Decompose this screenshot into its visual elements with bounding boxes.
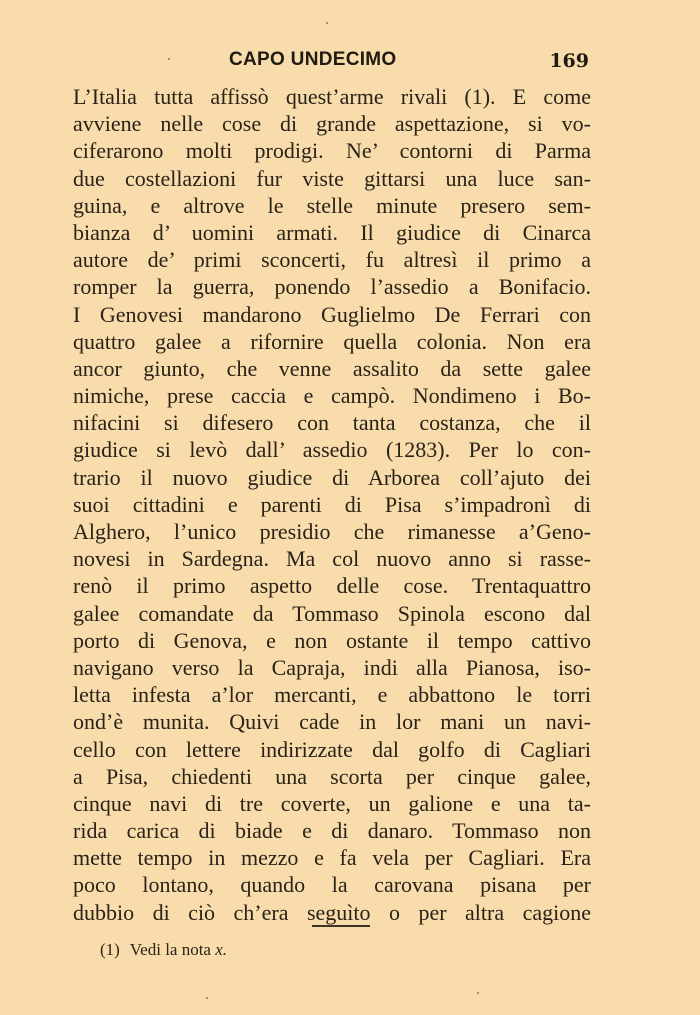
text-line: porto di Genova, e non ostante il tempo cattivo — [73, 627, 591, 653]
text-line: mette tempo in mezzo e fa vela per Cagliari. Era — [73, 845, 591, 871]
text-line: quattro galee a rifornire quella colonia. Non era — [73, 328, 591, 354]
text-line: I Genovesi mandarono Guglielmo De Ferrari con — [73, 301, 591, 327]
footnote-divider — [312, 925, 370, 927]
text-line: ancor giunto, che venne assalito da sette galee — [73, 355, 591, 381]
text-line: trario il nuovo giudice di Arborea coll’ajuto dei — [73, 464, 591, 490]
text-line: nimiche, prese caccia e campò. Nondimeno i Bo- — [73, 383, 591, 409]
paper-speck — [326, 22, 328, 24]
text-line: avviene nelle cose di grande aspettazione, si vo- — [73, 111, 591, 137]
text-line: suoi cittadini e parenti di Pisa s’impadronì di — [73, 491, 591, 517]
text-line: bianza d’ uomini armati. Il giudice di Cinarca — [73, 219, 591, 245]
text-line: renò il primo aspetto delle cose. Trentaquattro — [73, 573, 591, 599]
text-line: poco lontano, quando la carovana pisana per — [73, 872, 591, 898]
text-line: Alghero, l’unico presidio che rimanesse a’Geno- — [73, 519, 591, 544]
text-line: romper la guerra, ponendo l’assedio a Bonifacio. — [73, 274, 591, 300]
page-header — [73, 49, 589, 79]
text-line: nifacini si difesero con tanta costanza, che il — [73, 410, 591, 436]
footnote-ref: x. — [215, 940, 228, 959]
text-line: galee comandate da Tommaso Spinola escono dal — [73, 600, 591, 626]
text-line: navigano verso la Capraja, indi alla Pianosa, iso- — [73, 654, 591, 680]
running-head: CAPO UNDECIMO — [229, 49, 397, 70]
text-line: a Pisa, chiedenti una scorta per cinque galee, — [73, 763, 591, 789]
text-line: dubbio di ciò ch’era seguìto o per altra cagione — [73, 899, 591, 925]
text-line: cello con lettere indirizzate dal golfo di Cagliari — [73, 736, 591, 762]
paper-speck — [206, 997, 208, 999]
footnote — [100, 940, 227, 960]
text-line: due costellazioni fur viste gittarsi una luce san- — [73, 165, 591, 191]
footnote-mark: (1) — [100, 940, 120, 959]
paper-speck — [477, 992, 479, 994]
text-line: L’Italia tutta affissò quest’arme rivali (1). E come — [73, 84, 591, 109]
footnote-text: Vedi la nota — [129, 940, 211, 959]
text-line: rida carica di biade e di danaro. Tommaso non — [73, 818, 591, 844]
text-line: autore de’ primi sconcerti, fu altresì il primo a — [73, 247, 591, 273]
text-line: ond’è munita. Quivi cade in lor mani un navi- — [73, 709, 591, 735]
body-text — [73, 83, 591, 926]
text-line: cinque navi di tre coverte, un galione e una ta- — [73, 790, 591, 816]
page-number: 169 — [549, 50, 589, 72]
text-line: novesi in Sardegna. Ma col nuovo anno si rasse- — [73, 546, 591, 572]
text-line: guina, e altrove le stelle minute presero sem- — [73, 192, 591, 218]
paper-speck — [168, 58, 170, 60]
text-line: ciferarono molti prodigi. Ne’ contorni di Parma — [73, 138, 591, 164]
text-line: giudice si levò dall’ assedio (1283). Per lo con- — [73, 437, 591, 463]
text-line: letta infesta a’lor mercanti, e abbattono le torri — [73, 682, 591, 708]
